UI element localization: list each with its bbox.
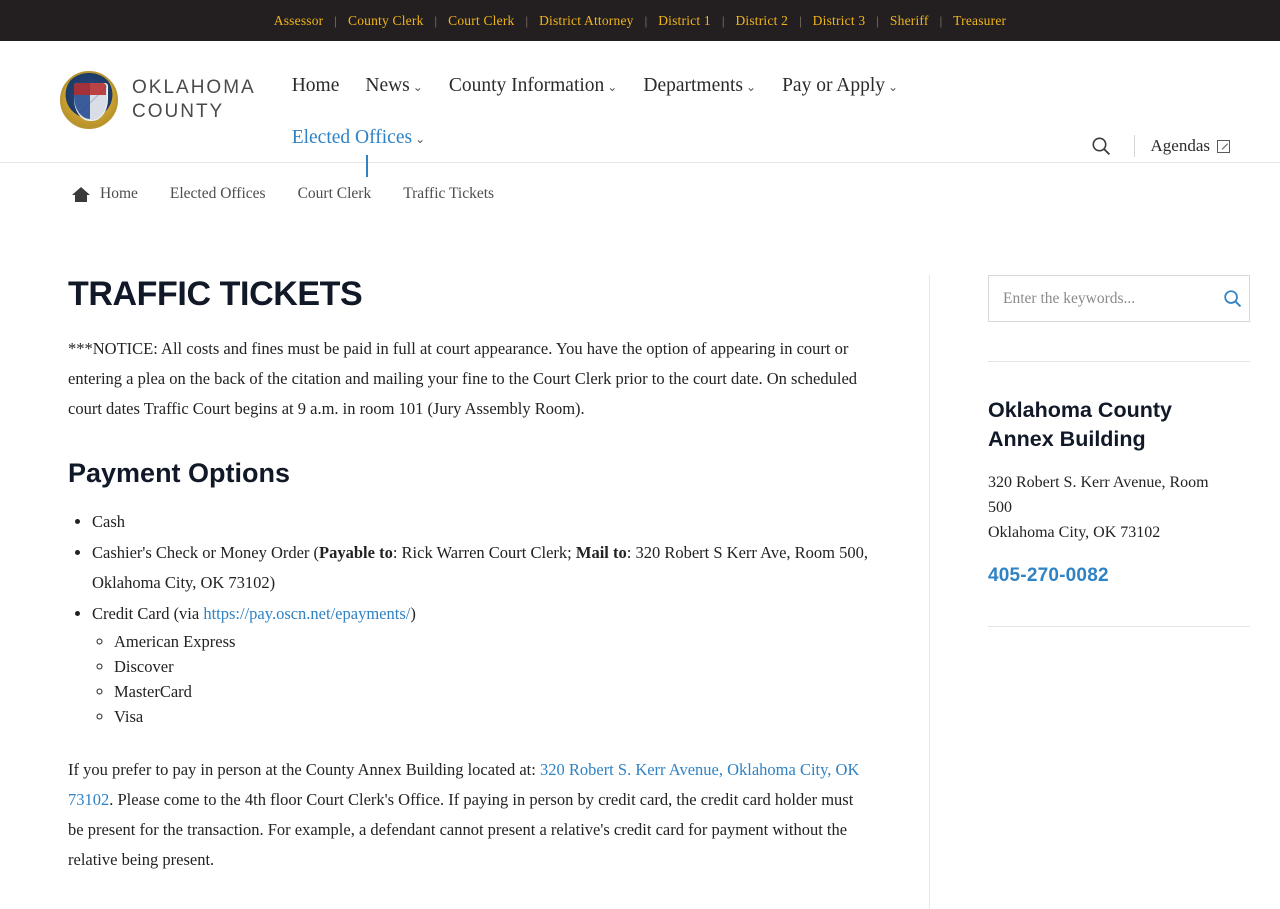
agendas-link[interactable] [1151, 136, 1230, 156]
list-item [92, 538, 869, 598]
brand-line-1: OKLAHOMA [132, 77, 256, 99]
site-logo[interactable] [60, 71, 256, 129]
option-text-part: ) [410, 604, 416, 623]
utility-separator: | [334, 12, 337, 28]
brand-line-2: COUNTY [132, 101, 225, 122]
credit-card-brands-list [92, 629, 869, 729]
nav-item-label: County Information [448, 75, 605, 96]
nav-item-label: Home [291, 75, 340, 96]
utility-separator: | [876, 12, 879, 28]
divider [988, 361, 1250, 362]
utility-separator: | [939, 12, 943, 28]
option-text-strong: Mail to [575, 543, 627, 562]
utility-separator: | [525, 12, 529, 28]
breadcrumb-item-home[interactable]: Home [100, 185, 138, 202]
paragraph-text-part: If you prefer to pay in person at the County Annex Building located at: [68, 760, 540, 779]
chevron-down-icon: ⌄ [887, 80, 899, 94]
utility-link-court-clerk[interactable]: Court Clerk [448, 12, 515, 28]
option-text-part: : Rick Warren Court Clerk; [392, 543, 576, 562]
notice-paragraph: ***NOTICE: All costs and fines must be paid in full at court appearance. You have the option of appearing in court or entering a plea on the back of the citation and mailing your fine to the Court Clerk prior to the court date. On scheduled court dates Traffic Court begins at 9 a.m. in room 101 (Jury Assembly Room). [68, 339, 858, 418]
nav-item-county-information[interactable] [449, 67, 636, 105]
utility-link-assessor[interactable]: Assessor [273, 12, 324, 28]
nav-item-label: Departments [643, 75, 743, 96]
nav-item-departments[interactable] [643, 67, 774, 105]
utility-link-district-1[interactable]: District 1 [658, 12, 711, 28]
in-person-paragraph [68, 755, 869, 875]
county-seal-icon [60, 71, 118, 129]
card-brand-visa: Visa [114, 707, 144, 726]
list-item [114, 654, 869, 679]
card-brand-amex: American Express [114, 632, 236, 651]
divider [988, 626, 1250, 627]
utility-link-district-attorney[interactable]: District Attorney [539, 12, 634, 28]
search-input[interactable] [989, 276, 1216, 321]
utility-link-district-2[interactable]: District 2 [735, 12, 789, 28]
annex-address-link[interactable]: 320 Robert S. Kerr Avenue, Oklahoma City, OK 73102 [68, 760, 860, 809]
utility-link-district-3[interactable]: District 3 [812, 12, 866, 28]
utility-bar [0, 0, 1280, 41]
agendas-label: Agendas [1150, 136, 1210, 155]
page-body [0, 203, 1280, 909]
breadcrumb-item-court-clerk[interactable]: Court Clerk [297, 185, 372, 202]
chevron-down-icon: ⌄ [415, 132, 426, 146]
primary-nav [292, 67, 992, 157]
breadcrumb-item-elected-offices[interactable]: Elected Offices [169, 185, 266, 202]
breadcrumb-item-traffic-tickets[interactable]: Traffic Tickets [403, 185, 495, 202]
chevron-down-icon: ⌄ [607, 80, 618, 94]
utility-bar-links [263, 13, 1017, 29]
search-submit-button[interactable] [1216, 276, 1249, 321]
sidebar-address [988, 470, 1220, 545]
option-text-strong: Payable to [319, 543, 393, 562]
epayments-link[interactable]: https://pay.oscn.net/epayments/ [203, 604, 411, 623]
external-link-icon [1217, 140, 1230, 153]
brand-name [132, 76, 256, 124]
card-brand-discover: Discover [114, 657, 174, 676]
option-label-cash: Cash [92, 512, 125, 531]
search-icon[interactable] [1084, 129, 1118, 163]
home-icon [72, 187, 90, 202]
paragraph-text-part: . Please come to the 4th floor Court Clerk's Office. If paying in person by credit card, the credit card holder must be present for the transaction. For example, a defendant cannot present a relative's credit card for payment without the relative being present. [68, 790, 854, 869]
chevron-down-icon: ⌄ [412, 80, 423, 94]
utility-link-county-clerk[interactable]: County Clerk [348, 12, 424, 28]
payment-options-list [68, 507, 869, 729]
list-item [114, 629, 869, 654]
divider [1134, 135, 1135, 157]
chevron-down-icon: ⌄ [746, 80, 757, 94]
nav-item-home[interactable] [292, 67, 358, 105]
list-item [92, 507, 869, 537]
nav-item-label: Pay or Apply [782, 75, 885, 96]
section-heading-payment-options: Payment Options [68, 458, 291, 488]
nav-item-elected-offices[interactable] [292, 119, 443, 157]
nav-item-pay-or-apply[interactable] [782, 67, 916, 105]
utility-link-treasurer[interactable]: Treasurer [953, 12, 1007, 28]
address-line-1: 320 Robert S. Kerr Avenue, Room 500 [988, 474, 1209, 516]
page-title: TRAFFIC TICKETS [68, 275, 363, 313]
address-line-2: Oklahoma City, OK 73102 [988, 524, 1161, 541]
list-item [114, 704, 869, 729]
sidebar [930, 275, 1220, 909]
sidebar-info-title: Oklahoma County Annex Building [988, 398, 1172, 451]
main-content [68, 275, 930, 909]
header-actions [1084, 129, 1230, 163]
sidebar-search[interactable] [988, 275, 1250, 322]
option-text-part: Credit Card (via [92, 604, 204, 623]
breadcrumb [0, 163, 1280, 203]
option-text-part: Cashier's Check or Money Order ( [92, 543, 320, 562]
utility-link-sheriff[interactable]: Sheriff [889, 12, 929, 28]
utility-separator: | [644, 12, 648, 28]
list-item [114, 679, 869, 704]
option-text-part: : 320 Robert S Kerr Ave, Room 500, Oklahoma City, OK 73102) [92, 543, 868, 592]
site-header [0, 41, 1280, 163]
card-brand-mastercard: MasterCard [114, 682, 192, 701]
utility-separator: | [799, 12, 802, 28]
phone-link[interactable]: 405-270-0082 [988, 565, 1109, 586]
nav-item-label: News [365, 75, 410, 96]
list-item [92, 599, 869, 729]
nav-item-news[interactable] [365, 67, 440, 105]
utility-separator: | [434, 12, 438, 28]
utility-separator: | [721, 12, 725, 28]
nav-item-label: Elected Offices [291, 127, 413, 148]
